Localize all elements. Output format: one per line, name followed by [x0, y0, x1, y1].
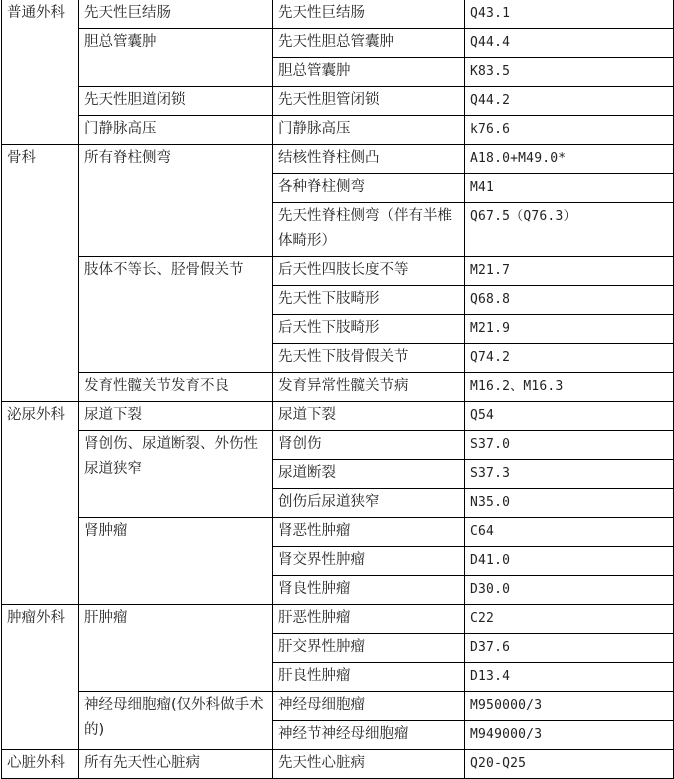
diagnosis-cell: 尿道断裂	[273, 460, 465, 489]
diagnosis-cell: 结核性脊柱侧凸	[273, 145, 465, 174]
icd-code-cell: M21.7	[465, 257, 674, 286]
diagnosis-cell: 尿道下裂	[273, 402, 465, 431]
icd-code-cell: Q54	[465, 402, 674, 431]
disease-group-cell: 所有先天性心脏病	[79, 750, 273, 779]
disease-group-cell: 肾创伤、尿道断裂、外伤性尿道狭窄	[79, 431, 273, 518]
disease-group-cell: 胆总管囊肿	[79, 29, 273, 87]
icd-code-cell: C64	[465, 518, 674, 547]
department-cell: 骨科	[2, 145, 79, 402]
table-row	[2, 518, 674, 547]
disease-group-cell: 尿道下裂	[79, 402, 273, 431]
department-cell: 泌尿外科	[2, 402, 79, 605]
table-row	[2, 750, 674, 779]
diagnosis-cell: 先天性巨结肠	[273, 0, 465, 29]
icd-code-cell: N35.0	[465, 489, 674, 518]
icd-code-cell: k76.6	[465, 116, 674, 145]
disease-group-cell: 所有脊柱侧弯	[79, 145, 273, 257]
disease-group-cell: 肢体不等长、胫骨假关节	[79, 257, 273, 373]
diagnosis-cell: 肾创伤	[273, 431, 465, 460]
icd-code-cell: D37.6	[465, 634, 674, 663]
table-row	[2, 402, 674, 431]
icd-code-cell: K83.5	[465, 58, 674, 87]
table-row	[2, 29, 674, 58]
icd-code-cell: M41	[465, 174, 674, 203]
diagnosis-cell: 各种脊柱侧弯	[273, 174, 465, 203]
disease-group-cell: 肾肿瘤	[79, 518, 273, 605]
table-row	[2, 431, 674, 460]
department-cell: 肿瘤外科	[2, 605, 79, 750]
diagnosis-cell: 肾恶性肿瘤	[273, 518, 465, 547]
icd-code-cell: Q67.5（Q76.3）	[465, 203, 674, 257]
diagnosis-cell: 神经节神经母细胞瘤	[273, 721, 465, 750]
table-row	[2, 0, 674, 29]
diagnosis-cell: 先天性下肢畸形	[273, 286, 465, 315]
table-row	[2, 257, 674, 286]
diagnosis-cell: 肝恶性肿瘤	[273, 605, 465, 634]
icd-code-cell: Q68.8	[465, 286, 674, 315]
icd-code-cell: A18.0+M49.0*	[465, 145, 674, 174]
diagnosis-cell: 后天性下肢畸形	[273, 315, 465, 344]
table-row	[2, 692, 674, 721]
diagnosis-cell: 肾交界性肿瘤	[273, 547, 465, 576]
diagnosis-cell: 后天性四肢长度不等	[273, 257, 465, 286]
diagnosis-cell: 创伤后尿道狭窄	[273, 489, 465, 518]
disease-group-cell: 肝肿瘤	[79, 605, 273, 692]
icd-code-cell: M21.9	[465, 315, 674, 344]
icd-code-cell: Q74.2	[465, 344, 674, 373]
icd-code-cell: M16.2、M16.3	[465, 373, 674, 402]
diagnosis-cell: 先天性胆总管囊肿	[273, 29, 465, 58]
diagnosis-cell: 肝良性肿瘤	[273, 663, 465, 692]
table-row	[2, 87, 674, 116]
department-cell: 心脏外科	[2, 750, 79, 779]
icd-code-cell: Q43.1	[465, 0, 674, 29]
icd-code-cell: D30.0	[465, 576, 674, 605]
icd-code-cell: D41.0	[465, 547, 674, 576]
icd-code-cell: M949000/3	[465, 721, 674, 750]
icd-code-cell: Q44.4	[465, 29, 674, 58]
diagnosis-cell: 肝交界性肿瘤	[273, 634, 465, 663]
diagnosis-cell: 先天性下肢骨假关节	[273, 344, 465, 373]
icd-code-cell: Q44.2	[465, 87, 674, 116]
disease-group-cell: 发育性髋关节发育不良	[79, 373, 273, 402]
diagnosis-cell: 先天性心脏病	[273, 750, 465, 779]
diagnosis-code-table	[1, 0, 674, 779]
diagnosis-cell: 先天性脊柱侧弯（伴有半椎体畸形）	[273, 203, 465, 257]
icd-code-cell: D13.4	[465, 663, 674, 692]
icd-code-cell: M950000/3	[465, 692, 674, 721]
disease-group-cell: 先天性胆道闭锁	[79, 87, 273, 116]
diagnosis-cell: 门静脉高压	[273, 116, 465, 145]
disease-group-cell: 门静脉高压	[79, 116, 273, 145]
icd-code-cell: S37.3	[465, 460, 674, 489]
table-body	[2, 0, 674, 779]
table-row	[2, 373, 674, 402]
disease-group-cell: 先天性巨结肠	[79, 0, 273, 29]
icd-code-cell: Q20-Q25	[465, 750, 674, 779]
diagnosis-cell: 发育异常性髋关节病	[273, 373, 465, 402]
table-row	[2, 605, 674, 634]
disease-group-cell: 神经母细胞瘤(仅外科做手术的)	[79, 692, 273, 750]
icd-code-cell: S37.0	[465, 431, 674, 460]
icd-code-cell: C22	[465, 605, 674, 634]
diagnosis-cell: 神经母细胞瘤	[273, 692, 465, 721]
table-row	[2, 116, 674, 145]
table-row	[2, 145, 674, 174]
diagnosis-cell: 先天性胆管闭锁	[273, 87, 465, 116]
department-cell: 普通外科	[2, 0, 79, 145]
diagnosis-cell: 胆总管囊肿	[273, 58, 465, 87]
diagnosis-cell: 肾良性肿瘤	[273, 576, 465, 605]
